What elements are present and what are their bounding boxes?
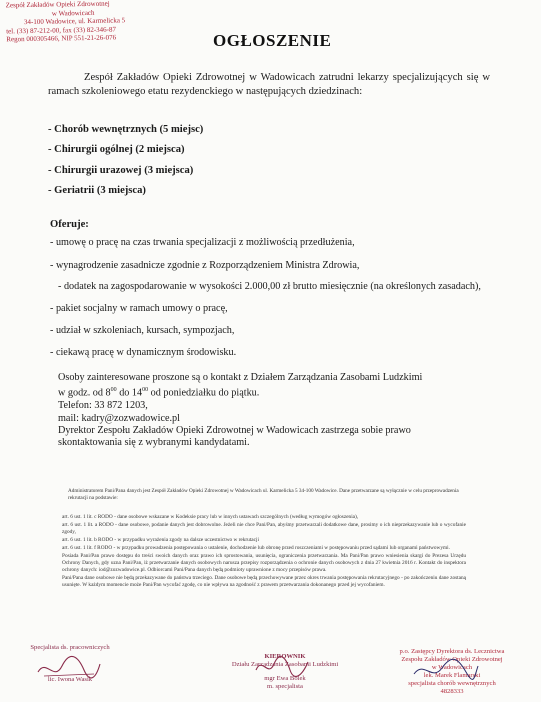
- contact-phone: Telefon: 33 872 1203,: [58, 400, 148, 412]
- gdpr-item: Posiada Pani/Pan prawo dostępu do treści swoich danych oraz prawo ich sprostowania, usunięcia, ograniczenia przetwarzania. Ma Pani/Pan prawo wniesienia skargi do Prezesa Urzędu Ochrony Danych, gdy uzna Pani/Pan, iż przetwarzanie danych osobowych narusza przepisy rozporządzenia o ochronie danych osobowych z dnia 27 kwietnia 2016 r. Kontakt do inspektora ochrony danych: iod@zozwadowice.pl. Odbiorcami Pani/Pana danych będą podmioty uprawnione z mocy przepisów prawa.: [62, 553, 466, 573]
- offer-item: - wynagrodzenie zasadnicze zgodnie z Rozporządzeniem Ministra Zdrowia,: [50, 260, 360, 271]
- specialty-item: - Chirurgii ogólnej (2 miejsca): [48, 144, 185, 156]
- director-note-line1: Dyrektor Zespołu Zakładów Opieki Zdrowotnej w Wadowicach zastrzega sobie prawo: [58, 425, 411, 437]
- signature-name: lic. Iwona Wasik: [47, 676, 93, 683]
- signature-scribble-left-icon: [34, 652, 104, 686]
- stamp-line: 34-100 Wadowice, ul. Karmelicka 5: [23, 16, 126, 27]
- gdpr-item: art. 6 ust. 1 lit. f RODO - w przypadku prowadzenia postępowania o ustalenie, dochodzenie lub obronę przed roszczeniami w postępowaniu przed sądami lub organami państwowymi.: [62, 545, 450, 551]
- offer-heading: Oferuje:: [50, 219, 89, 230]
- contact-email: mail: kadry@zozwadowice.pl: [58, 412, 180, 424]
- hours-start-sup: 00: [110, 387, 117, 394]
- gdpr-item: art. 6 ust. 1 lit. c RODO - dane osobowe wskazane w Kodeksie pracy lub w innych ustawach szczególnych (według wymogów ogłoszenia),: [62, 514, 359, 520]
- stamp-line: Regon 000305466, NIP 551-21-26-076: [6, 33, 117, 44]
- director-note-line2: skontaktowania się z wybranymi kandydatami.: [58, 437, 250, 449]
- signature-role: Specjalista ds. pracowniczych: [30, 644, 110, 651]
- contact-intro: Osoby zainteresowane proszone są o kontakt z Działem Zarządzania Zasobami Ludzkimi: [58, 372, 423, 383]
- signature-number: 4828333: [440, 688, 464, 695]
- signature-scribble-middle-icon: [252, 654, 312, 680]
- signature-role: p.o. Zastępcy Dyrektora ds. Lecznictwa: [399, 648, 505, 655]
- offer-item: - ciekawą pracę w dynamicznym środowisku.: [50, 347, 237, 358]
- signature-name: lek. Marek Flamarski: [423, 672, 481, 679]
- hours-end-sup: 00: [142, 387, 149, 394]
- signature-role: KIEROWNIK: [264, 653, 306, 660]
- signature-title: specjalista chorób wewnętrznych: [408, 680, 496, 687]
- offer-list: [50, 236, 490, 359]
- gdpr-intro: Administratorem Pani/Pana danych jest Zespół Zakładów Opieki Zdrowotnej w Wadowicach ul. Karmelicka 5 34-100 Wadowice. Dane przetwarzane są wyłącznie w celu przeprowadzenia rekrutacji na podstawie:: [68, 488, 459, 501]
- signature-scribble-right-icon: [410, 656, 480, 684]
- signature-dept: Działu Zarządzania Zasobami Ludzkimi: [231, 661, 339, 668]
- hours-suffix: od poniedziałku do piątku.: [148, 387, 260, 399]
- signature-city: w Wadowicach: [431, 664, 473, 671]
- gdpr-item: art. 6 ust. 1 lit. b RODO - w przypadku wyrażenia zgody na dalsze uczestnictwo w rekrutacji: [62, 537, 259, 543]
- specialty-item: - Chirurgii urazowej (3 miejsca): [48, 164, 194, 176]
- signature-title: m. specjalista: [267, 683, 303, 690]
- stamp-line: tel. (33) 87-212-00, fax (33) 82-346-87: [6, 25, 117, 36]
- signature-org: Zespołu Zakładów Opieki Zdrowotnej: [401, 656, 503, 663]
- intro-paragraph: Zespół Zakładów Opieki Zdrowotnej w Wadowicach zatrudni lekarzy specjalizujących się w ramach szkoleniowego etatu rezydenckiego w następujących dziedzinach:: [48, 72, 490, 97]
- institution-stamp: [6, 0, 167, 44]
- page-title: OGŁOSZENIE: [213, 31, 332, 50]
- gdpr-item: Pani/Pana dane osobowe nie będą przekazywane do państwa trzeciego. Dane osobowe będą przechowywane przez okres trwania postępowania rekrutacyjnego - po zakończeniu dane zostaną usunięte. W każdym momencie może Pani/Pan wycofać zgodę, co nie wpływa na zgodność z prawem przetwarzania dokonanego przed jej wycofaniem.: [62, 575, 466, 588]
- gdpr-item: art. 6 ust. 1 lit. a RODO - dane osobowe, podanie danych jest dobrowolne. Jeżeli nie chce Pani/Pan, abyśmy przetwarzali dodatkowe dane, prosimy o ich nieprzekazywanie lub o wycofanie zgody,: [62, 522, 466, 535]
- signature-name: mgr Ewa Bolek: [264, 675, 306, 682]
- specialty-item: - Geriatrii (3 miejsca): [48, 184, 146, 196]
- hours-middle: do 14: [116, 387, 143, 399]
- gdpr-clause: [62, 514, 466, 590]
- contact-hours: [58, 384, 490, 400]
- offer-item: - pakiet socjalny w ramach umowy o pracę,: [50, 303, 228, 314]
- specialty-item: - Chorób wewnętrznych (5 miejsc): [48, 124, 204, 135]
- offer-item: - dodatek na zagospodarowanie w wysokości 2.000,00 zł brutto miesięcznie (na określonych zasadach),: [58, 281, 481, 292]
- offer-item: - umowę o pracę na czas trwania specjalizacji z możliwością przedłużenia,: [50, 237, 355, 248]
- contact-section: [58, 372, 490, 450]
- offer-item: - udział w szkoleniach, kursach, sympozjach,: [50, 325, 235, 336]
- stamp-line: w Wadowicach: [51, 8, 95, 18]
- stamp-line: Zespół Zakładów Opieki Zdrowotnej: [5, 0, 110, 10]
- hours-prefix: w godz. od 8: [58, 387, 111, 399]
- specialties-list: [48, 123, 348, 204]
